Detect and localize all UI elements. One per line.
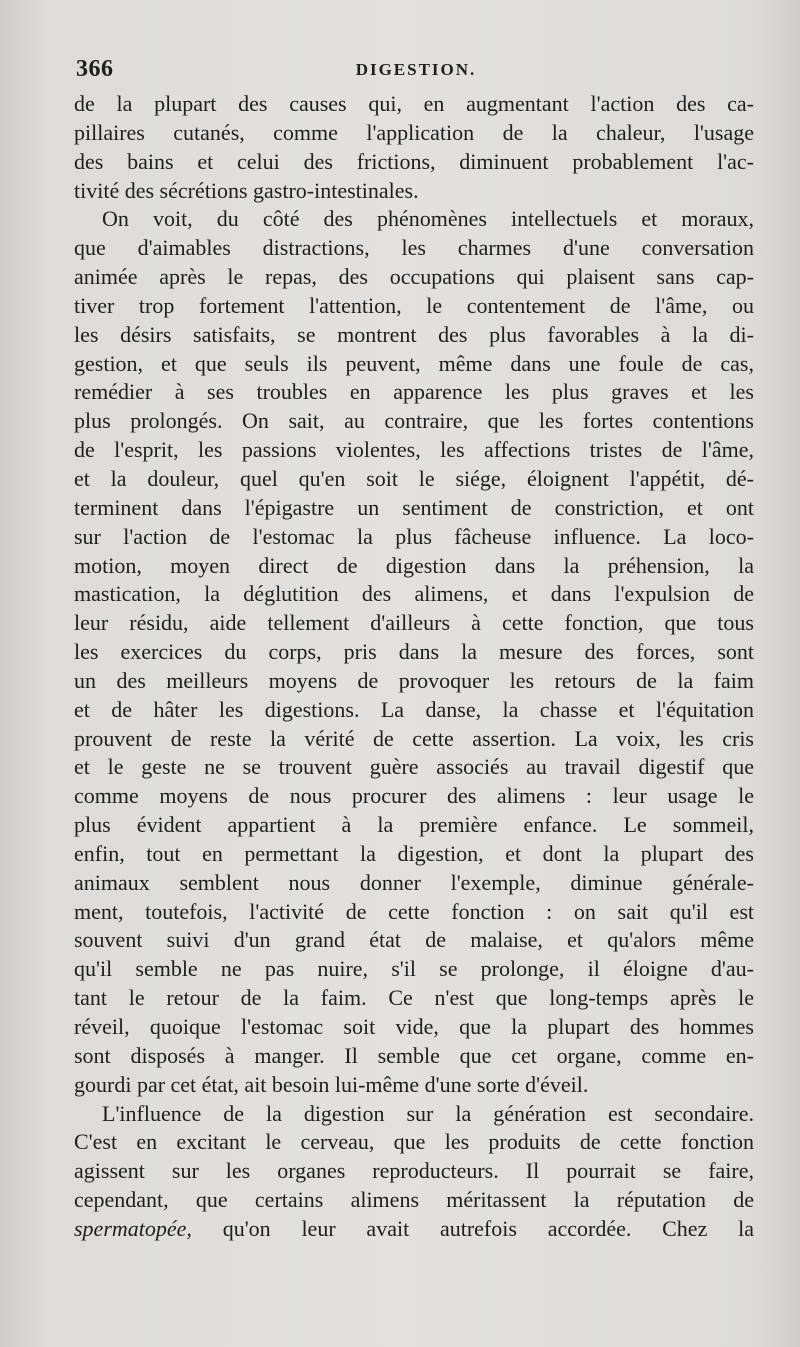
text-line: sur l'action de l'estomac la plus fâcheuse influence. La loco- xyxy=(74,523,754,549)
text-line: agissent sur les organes reproducteurs. Il pourrait se faire, xyxy=(74,1158,754,1184)
text-line: et le geste ne se trouvent guère associés au travail digestif que xyxy=(74,754,754,780)
text-line: tant le retour de la faim. Ce n'est que long-temps après le xyxy=(74,985,754,1011)
text-line: des bains et celui des frictions, diminuent probablement l'ac- xyxy=(74,148,754,174)
text-line: motion, moyen direct de digestion dans la préhension, la xyxy=(74,552,754,578)
italic-term: spermatopée, xyxy=(74,1215,192,1241)
text-line: On voit, du côté des phénomènes intellectuels et moraux, xyxy=(102,206,754,232)
line-text: qu'on leur avait autrefois accordée. Chez la xyxy=(191,1215,754,1241)
text-line: cependant, que certains alimens méritassent la réputation de xyxy=(74,1187,754,1213)
text-line: remédier à ses troubles en apparence les plus graves et les xyxy=(74,379,754,405)
text-line: C'est en excitant le cerveau, que les produits de cette fonction xyxy=(74,1129,754,1155)
text-line: souvent suivi d'un grand état de malaise, et qu'alors même xyxy=(74,927,754,953)
text-line: mastication, la déglutition des alimens, et dans l'expulsion de xyxy=(74,581,754,607)
text-line: les désirs satisfaits, se montrent des plus favorables à la di- xyxy=(74,321,754,347)
text-line: et de hâter les digestions. La danse, la chasse et l'équitation xyxy=(74,696,754,722)
text-line: plus évident appartient à la première enfance. Le sommeil, xyxy=(74,812,754,838)
text-line: ment, toutefois, l'activité de cette fonction : on sait qu'il est xyxy=(74,898,754,924)
text-line: les exercices du corps, pris dans la mesure des forces, sont xyxy=(74,639,754,665)
text-line: terminent dans l'épigastre un sentiment de constriction, et ont xyxy=(74,494,754,520)
text-line: et la douleur, quel qu'en soit le siége, éloignent l'appétit, dé- xyxy=(74,465,754,491)
running-head: DIGESTION. xyxy=(355,60,477,79)
text-line: un des meilleurs moyens de provoquer les retours de la faim xyxy=(74,667,754,693)
text-line: réveil, quoique l'estomac soit vide, que la plupart des hommes xyxy=(74,1014,754,1039)
page-header xyxy=(76,56,756,92)
text-line: gourdi par cet état, ait besoin lui-même d'une sorte d'éveil. xyxy=(74,1071,589,1097)
text-line xyxy=(74,1215,754,1244)
page-number: 366 xyxy=(76,56,114,82)
text-line: L'influence de la digestion sur la génération est secondaire. xyxy=(102,1100,754,1126)
text-line: tivité des sécrétions gastro-intestinales. xyxy=(74,177,419,203)
text-line: que d'aimables distractions, les charmes d'une conversation xyxy=(74,235,754,261)
body-text xyxy=(74,90,754,1244)
text-line: sont disposés à manger. Il semble que cet organe, comme en- xyxy=(74,1042,754,1068)
text-line: enfin, tout en permettant la digestion, et dont la plupart des xyxy=(74,840,754,866)
text-line: de la plupart des causes qui, en augmentant l'action des ca- xyxy=(74,91,754,116)
text-line: leur résidu, aide tellement d'ailleurs à cette fonction, que tous xyxy=(74,610,754,636)
text-line: animaux semblent nous donner l'exemple, diminue générale- xyxy=(74,869,754,895)
text-line: de l'esprit, les passions violentes, les affections tristes de l'âme, xyxy=(74,437,754,463)
text-line: tiver trop fortement l'attention, le contentement de l'âme, ou xyxy=(74,292,754,318)
text-line: animée après le repas, des occupations qui plaisent sans cap- xyxy=(74,264,754,290)
text-line: pillaires cutanés, comme l'application de la chaleur, l'usage xyxy=(74,119,754,145)
text-line: prouvent de reste la vérité de cette assertion. La voix, les cris xyxy=(74,725,754,751)
text-line: qu'il semble ne pas nuire, s'il se prolonge, il éloigne d'au- xyxy=(74,956,754,982)
text-line: comme moyens de nous procurer des alimens : leur usage le xyxy=(74,783,754,809)
text-line: plus prolongés. On sait, au contraire, que les fortes contentions xyxy=(74,408,754,434)
text-line: gestion, et que seuls ils peuvent, même dans une foule de cas, xyxy=(74,350,754,376)
